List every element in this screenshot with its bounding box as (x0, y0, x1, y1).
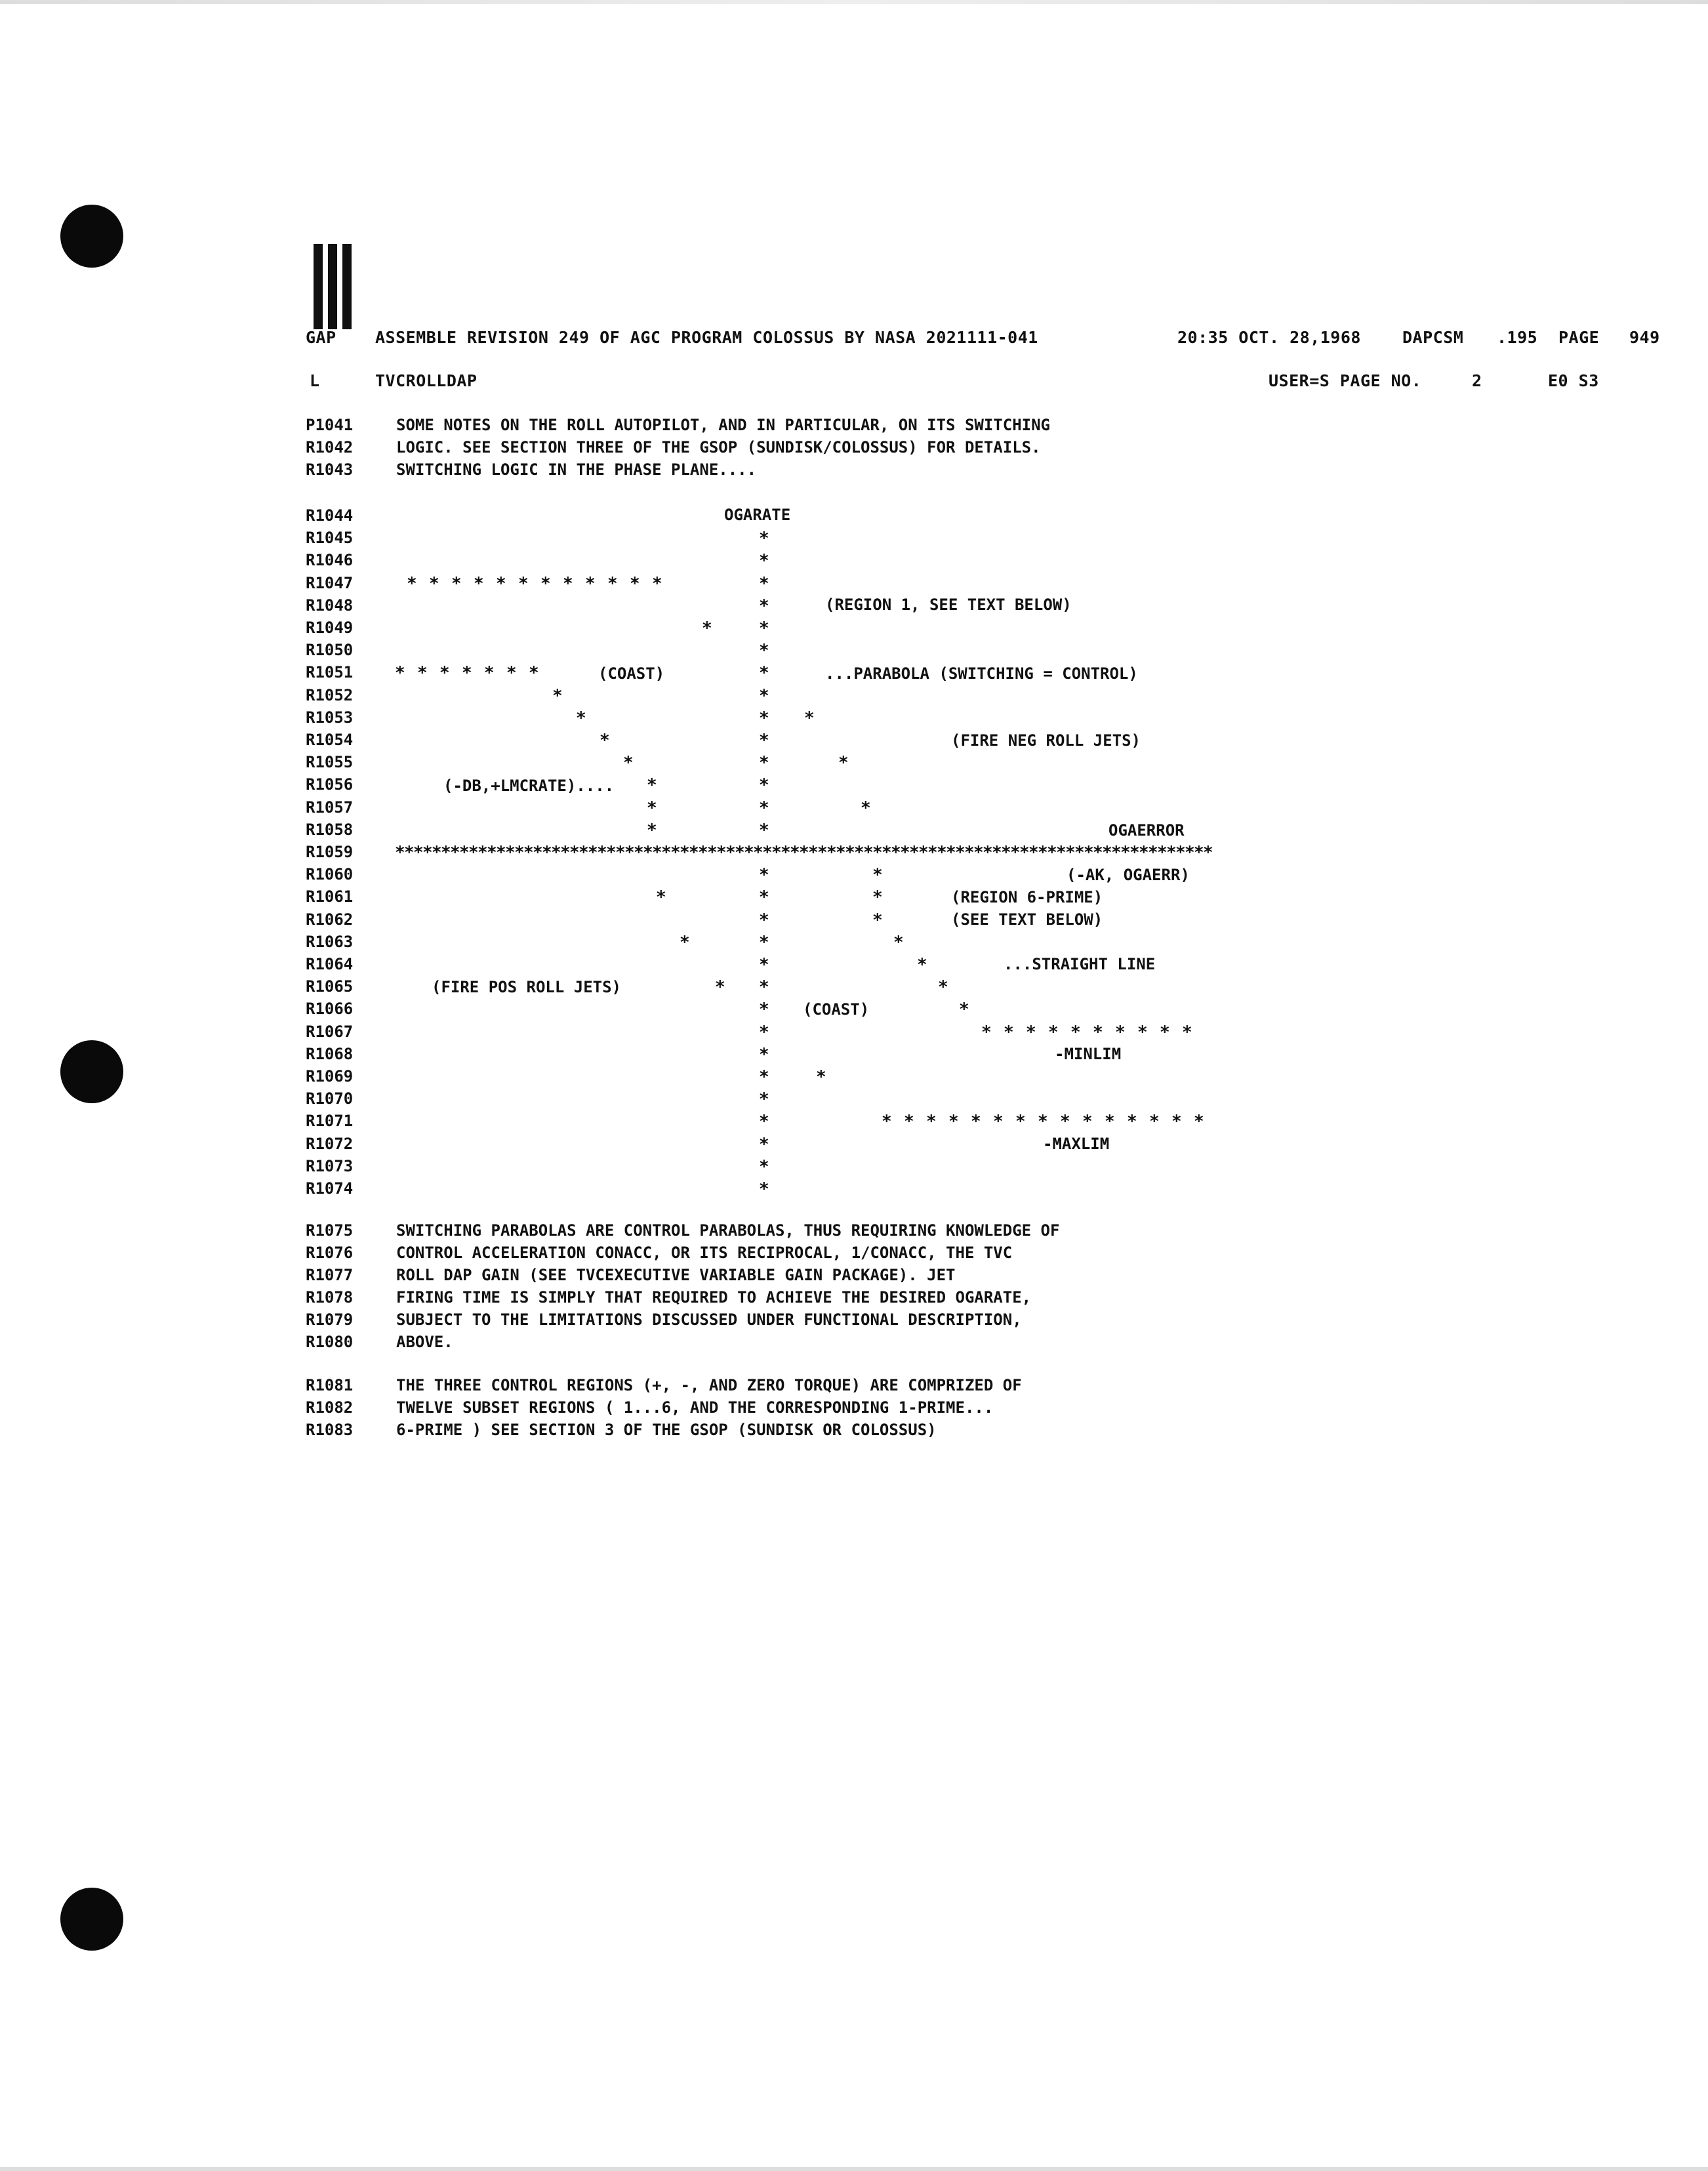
line-number: R1077 (306, 1266, 354, 1284)
horizontal-axis-star: * (1084, 843, 1094, 862)
horizontal-axis-star: * (808, 843, 819, 862)
upper-limit-star: * (474, 574, 484, 594)
line-number: R1078 (306, 1288, 354, 1307)
line-number: R1053 (306, 708, 354, 727)
horizontal-axis-star: * (579, 843, 589, 862)
horizontal-axis-star: * (670, 843, 681, 862)
line-number: R1064 (306, 955, 354, 973)
upper-limit-star: * (429, 574, 439, 594)
maxlim-star: * (1127, 1112, 1137, 1131)
vertical-axis-star: * (759, 1045, 769, 1065)
line-number: R1046 (306, 551, 354, 569)
line-number: R1043 (306, 460, 354, 479)
user-page-number: 2 (1472, 371, 1482, 390)
label-straight-line: ...STRAIGHT LINE (1004, 955, 1156, 973)
horizontal-axis-star: * (1157, 843, 1168, 862)
para1-text-line: FIRING TIME IS SIMPLY THAT REQUIRED TO ACHIEVE THE DESIRED OGARATE, (396, 1288, 1032, 1307)
horizontal-axis-star: * (615, 843, 626, 862)
horizontal-axis-star: * (872, 843, 883, 862)
horizontal-axis-star: * (1194, 843, 1204, 862)
horizontal-axis-star: * (1038, 843, 1048, 862)
label-coast-lower: (COAST) (803, 1000, 870, 1019)
label-see-text-below: (SEE TEXT BELOW) (951, 910, 1103, 929)
horizontal-axis-star: * (762, 843, 773, 862)
horizontal-axis-star: * (781, 843, 791, 862)
label-ogarate: OGARATE (724, 506, 791, 524)
horizontal-axis-star: * (707, 843, 718, 862)
minlim-star: * (1160, 1023, 1170, 1042)
maxlim-star: * (993, 1112, 1004, 1131)
horizontal-axis-star: * (496, 843, 506, 862)
horizontal-axis-star: * (891, 843, 901, 862)
horizontal-axis-star: * (1019, 843, 1030, 862)
line-number: R1076 (306, 1244, 354, 1262)
line-number: R1074 (306, 1179, 354, 1198)
subheader-module-name: TVCROLLDAP (375, 371, 478, 390)
line-number: R1047 (306, 574, 354, 592)
maxlim-star: * (1015, 1112, 1026, 1131)
minlim-star: * (1070, 1023, 1081, 1042)
maxlim-star: * (1038, 1112, 1048, 1131)
vertical-axis-star: * (759, 1089, 769, 1109)
horizontal-axis-star: * (1148, 843, 1158, 862)
fire-pos-star: * (680, 933, 690, 952)
horizontal-axis-star: * (533, 843, 543, 862)
line-number: R1048 (306, 596, 354, 615)
horizontal-axis-star: * (909, 843, 920, 862)
upper-limit-star: * (496, 574, 506, 594)
vertical-axis-star: * (759, 529, 769, 548)
para1-text-line: CONTROL ACCELERATION CONACC, OR ITS RECIPROCAL, 1/CONACC, THE TVC (396, 1244, 1013, 1262)
line-number: R1058 (306, 821, 354, 839)
label-fire-pos-roll-jets: (FIRE POS ROLL JETS) (432, 978, 621, 996)
upper-limit-star: * (407, 574, 417, 594)
label-region-1: (REGION 1, SEE TEXT BELOW) (825, 596, 1072, 614)
vertical-axis-star: * (759, 574, 769, 594)
line-number: R1080 (306, 1333, 354, 1351)
vertical-axis-star: * (759, 798, 769, 818)
coast-boundary-star: * (395, 663, 405, 683)
vertical-axis-star: * (759, 887, 769, 907)
horizontal-axis-star: * (606, 843, 617, 862)
lower-curve-star: * (917, 955, 927, 975)
line-number: R1082 (306, 1398, 354, 1417)
maxlim-star: * (904, 1112, 914, 1131)
para2-text-line: 6-PRIME ) SEE SECTION 3 OF THE GSOP (SUNDISK OR COLOSSUS) (396, 1421, 937, 1439)
line-number: R1069 (306, 1067, 354, 1086)
horizontal-axis-star: * (753, 843, 763, 862)
switch-curve-star: * (647, 798, 657, 818)
horizontal-axis-star: * (854, 843, 864, 862)
label-parabola: ...PARABOLA (SWITCHING = CONTROL) (825, 664, 1138, 683)
line-number: R1051 (306, 663, 354, 681)
maxlim-star: * (948, 1112, 959, 1131)
maxlim-star: * (971, 1112, 981, 1131)
intro-text-line: LOGIC. SEE SECTION THREE OF THE GSOP (SUNDISK/COLOSSUS) FOR DETAILS. (396, 438, 1041, 457)
horizontal-axis-star: * (882, 843, 892, 862)
vertical-axis-star: * (759, 686, 769, 706)
coast-boundary-star: * (484, 663, 495, 683)
minlim-star: * (1004, 1023, 1014, 1042)
horizontal-axis-star: * (900, 843, 910, 862)
line-number: R1075 (306, 1221, 354, 1240)
line-number: R1081 (306, 1376, 354, 1394)
fire-pos-star: * (816, 1067, 826, 1087)
para1-text-line: ABOVE. (396, 1333, 453, 1351)
horizontal-axis-star: * (1056, 843, 1067, 862)
line-number: R1079 (306, 1310, 354, 1329)
horizontal-axis-star: * (735, 843, 745, 862)
vertical-axis-star: * (759, 1135, 769, 1154)
line-number: R1042 (306, 438, 354, 457)
label-db-lmcrate: (-DB,+LMCRATE).... (443, 777, 615, 795)
switch-curve-star: * (702, 619, 712, 638)
line-number: R1056 (306, 775, 354, 794)
upper-limit-star: * (652, 574, 662, 594)
line-number: R1065 (306, 977, 354, 996)
horizontal-axis-star: * (983, 843, 993, 862)
horizontal-axis-star: * (661, 843, 672, 862)
line-number: R1045 (306, 529, 354, 547)
horizontal-axis-star: * (1074, 843, 1085, 862)
vertical-axis-star: * (759, 977, 769, 997)
maxlim-star: * (1082, 1112, 1093, 1131)
line-number: R1061 (306, 887, 354, 906)
header-mark: GAP (306, 328, 336, 347)
para1-text-line: SUBJECT TO THE LIMITATIONS DISCUSSED UNDER FUNCTIONAL DESCRIPTION, (396, 1310, 1022, 1329)
horizontal-axis-star: * (413, 843, 424, 862)
label-maxlim: -MAXLIM (1043, 1135, 1110, 1153)
horizontal-axis-star: * (560, 843, 571, 862)
line-number: R1062 (306, 910, 354, 929)
line-number: R1057 (306, 798, 354, 817)
line-number: R1063 (306, 933, 354, 951)
horizontal-axis-star: * (689, 843, 699, 862)
lower-curve-star: * (872, 865, 883, 885)
horizontal-axis-star: * (698, 843, 708, 862)
coast-boundary-star: * (417, 663, 428, 683)
line-number: R1044 (306, 506, 354, 525)
horizontal-axis-star: * (1001, 843, 1011, 862)
line-number: R1070 (306, 1089, 354, 1108)
upper-limit-star: * (607, 574, 618, 594)
maxlim-star: * (1171, 1112, 1182, 1131)
horizontal-axis-star: * (1129, 843, 1140, 862)
minlim-star: * (1115, 1023, 1126, 1042)
horizontal-axis-star: * (863, 843, 874, 862)
horizontal-axis-star: * (542, 843, 552, 862)
switch-curve-star: * (647, 775, 657, 795)
coast-boundary-star: * (439, 663, 450, 683)
subheader-tag: L (310, 371, 320, 390)
horizontal-axis-star: * (395, 843, 405, 862)
header-page-label: PAGE (1558, 328, 1600, 347)
horizontal-axis-star: * (1010, 843, 1021, 862)
lower-curve-star: * (872, 887, 883, 907)
label-minlim: -MINLIM (1055, 1045, 1122, 1063)
parabola-star: * (838, 753, 849, 773)
line-number: R1049 (306, 619, 354, 637)
para2-text-line: TWELVE SUBSET REGIONS ( 1...6, AND THE CORRESPONDING 1-PRIME... (396, 1398, 994, 1417)
maxlim-star: * (926, 1112, 937, 1131)
horizontal-axis-star: * (569, 843, 580, 862)
minlim-star: * (1182, 1023, 1192, 1042)
line-number: P1041 (306, 416, 354, 434)
header-title: ASSEMBLE REVISION 249 OF AGC PROGRAM COLOSSUS BY NASA 2021111-041 (375, 328, 1038, 347)
upper-limit-star: * (540, 574, 551, 594)
vertical-axis-star: * (759, 753, 769, 773)
scan-bottom-edge (0, 2167, 1708, 2171)
line-number: R1066 (306, 1000, 354, 1018)
vertical-axis-star: * (759, 865, 769, 885)
maxlim-star: * (1149, 1112, 1160, 1131)
horizontal-axis-star: * (597, 843, 607, 862)
para1-text-line: ROLL DAP GAIN (SEE TVCEXECUTIVE VARIABLE GAIN PACKAGE). JET (396, 1266, 956, 1284)
vertical-axis-star: * (759, 821, 769, 840)
upper-limit-star: * (518, 574, 529, 594)
horizontal-axis-star: * (478, 843, 488, 862)
line-number: R1060 (306, 865, 354, 883)
horizontal-axis-star: * (404, 843, 415, 862)
line-number: R1083 (306, 1421, 354, 1439)
header-page-number: 949 (1629, 328, 1660, 347)
line-number: R1055 (306, 753, 354, 771)
subheader-extra: E0 S3 (1548, 371, 1599, 390)
horizontal-axis-star: * (505, 843, 516, 862)
vertical-axis-star: * (759, 955, 769, 975)
line-number: R1072 (306, 1135, 354, 1153)
vertical-axis-star: * (759, 1112, 769, 1131)
vertical-axis-star: * (759, 641, 769, 660)
label-fire-neg-roll-jets: (FIRE NEG ROLL JETS) (951, 731, 1141, 750)
horizontal-axis-star: * (845, 843, 855, 862)
horizontal-axis-star: * (1093, 843, 1103, 862)
horizontal-axis-star: * (1028, 843, 1039, 862)
line-number: R1059 (306, 843, 354, 861)
horizontal-axis-star: * (964, 843, 975, 862)
horizontal-axis-star: * (422, 843, 433, 862)
horizontal-axis-star: * (1175, 843, 1186, 862)
horizontal-axis-star: * (1102, 843, 1112, 862)
minlim-star: * (1026, 1023, 1036, 1042)
horizontal-axis-star: * (937, 843, 947, 862)
horizontal-axis-star: * (523, 843, 534, 862)
fire-pos-star: * (656, 887, 666, 907)
upper-limit-star: * (630, 574, 640, 594)
horizontal-axis-star: * (1111, 843, 1122, 862)
upper-limit-star: * (585, 574, 596, 594)
upper-limit-star: * (451, 574, 462, 594)
lower-curve-star: * (872, 910, 883, 930)
horizontal-axis-star: * (1185, 843, 1195, 862)
header-revision: .195 (1497, 328, 1538, 347)
upper-limit-star: * (563, 574, 573, 594)
horizontal-axis-star: * (1139, 843, 1149, 862)
para1-text-line: SWITCHING PARABOLAS ARE CONTROL PARABOLAS, THUS REQUIRING KNOWLEDGE OF (396, 1221, 1060, 1240)
horizontal-axis-star: * (652, 843, 662, 862)
horizontal-axis-star: * (744, 843, 754, 862)
horizontal-axis-star: * (817, 843, 828, 862)
vertical-axis-star: * (759, 775, 769, 795)
header-module: DAPCSM (1402, 328, 1464, 347)
line-number: R1067 (306, 1023, 354, 1041)
horizontal-axis-star: * (624, 843, 635, 862)
horizontal-axis-star: * (771, 843, 782, 862)
horizontal-axis-star: * (973, 843, 984, 862)
horizontal-axis-star: * (450, 843, 460, 862)
horizontal-axis-star: * (1120, 843, 1131, 862)
horizontal-axis-star: * (634, 843, 644, 862)
horizontal-axis-star: * (514, 843, 525, 862)
line-number: R1071 (306, 1112, 354, 1130)
label-ak-ogaerr: (-AK, OGAERR) (1067, 866, 1190, 884)
fire-pos-star: * (715, 977, 725, 997)
horizontal-axis-star: * (992, 843, 1002, 862)
switch-curve-star: * (552, 686, 563, 706)
lower-curve-star: * (938, 977, 948, 997)
horizontal-axis-star: * (918, 843, 929, 862)
horizontal-axis-star: * (680, 843, 690, 862)
maxlim-star: * (1105, 1112, 1115, 1131)
vertical-axis-star: * (759, 910, 769, 930)
switch-curve-star: * (576, 708, 586, 728)
switch-curve-star: * (600, 731, 610, 750)
line-number: R1052 (306, 686, 354, 704)
horizontal-axis-star: * (955, 843, 966, 862)
vertical-axis-star: * (759, 596, 769, 616)
horizontal-axis-star: * (1203, 843, 1213, 862)
maxlim-star: * (1194, 1112, 1204, 1131)
minlim-star: * (981, 1023, 992, 1042)
label-region-6-prime: (REGION 6-PRIME) (951, 888, 1103, 906)
vertical-axis-star: * (759, 1179, 769, 1199)
horizontal-axis-star: * (716, 843, 727, 862)
horizontal-axis-star: * (459, 843, 470, 862)
vertical-axis-star: * (759, 551, 769, 571)
para2-text-line: THE THREE CONTROL REGIONS (+, -, AND ZERO TORQUE) ARE COMPRIZED OF (396, 1376, 1022, 1394)
vertical-axis-star: * (759, 1000, 769, 1019)
line-number: R1073 (306, 1157, 354, 1175)
vertical-axis-star: * (759, 1157, 769, 1177)
line-number: R1068 (306, 1045, 354, 1063)
minlim-star: * (1093, 1023, 1103, 1042)
horizontal-axis-star: * (927, 843, 938, 862)
vertical-axis-star: * (759, 1023, 769, 1042)
maxlim-star: * (1060, 1112, 1070, 1131)
parabola-star: * (861, 798, 871, 818)
intro-text-line: SOME NOTES ON THE ROLL AUTOPILOT, AND IN PARTICULAR, ON ITS SWITCHING (396, 416, 1050, 434)
horizontal-axis-star: * (946, 843, 956, 862)
horizontal-axis-star: * (441, 843, 451, 862)
horizontal-axis-star: * (432, 843, 442, 862)
lower-curve-star: * (959, 1000, 969, 1019)
vertical-axis-star: * (759, 708, 769, 728)
intro-text-line: SWITCHING LOGIC IN THE PHASE PLANE.... (396, 460, 757, 479)
horizontal-axis-star: * (1047, 843, 1057, 862)
header-timestamp: 20:35 OCT. 28,1968 (1177, 328, 1361, 347)
label-coast-upper: (COAST) (598, 664, 665, 683)
label-ogaerror: OGAERROR (1108, 821, 1185, 840)
line-number: R1050 (306, 641, 354, 659)
lower-curve-star: * (893, 933, 904, 952)
minlim-star: * (1137, 1023, 1148, 1042)
switch-curve-star: * (647, 821, 657, 840)
user-page-label: USER=S PAGE NO. (1269, 371, 1422, 390)
vertical-axis-star: * (759, 1067, 769, 1087)
coast-boundary-star: * (506, 663, 517, 683)
horizontal-axis-star: * (487, 843, 497, 862)
vertical-axis-star: * (759, 933, 769, 952)
horizontal-axis-star: * (799, 843, 809, 862)
vertical-axis-star: * (759, 619, 769, 638)
horizontal-axis-star: * (643, 843, 653, 862)
horizontal-axis-star: * (1166, 843, 1177, 862)
coast-boundary-star: * (462, 663, 472, 683)
horizontal-axis-star: * (1065, 843, 1076, 862)
horizontal-axis-star: * (588, 843, 598, 862)
vertical-axis-star: * (759, 663, 769, 683)
horizontal-axis-star: * (790, 843, 800, 862)
vertical-axis-star: * (759, 731, 769, 750)
maxlim-star: * (882, 1112, 892, 1131)
switch-curve-star: * (623, 753, 634, 773)
horizontal-axis-star: * (836, 843, 846, 862)
horizontal-axis-star: * (826, 843, 837, 862)
parabola-star: * (804, 708, 815, 728)
coast-boundary-star: * (529, 663, 539, 683)
horizontal-axis-star: * (725, 843, 736, 862)
horizontal-axis-star: * (551, 843, 561, 862)
line-number: R1054 (306, 731, 354, 749)
minlim-star: * (1048, 1023, 1059, 1042)
horizontal-axis-star: * (468, 843, 479, 862)
